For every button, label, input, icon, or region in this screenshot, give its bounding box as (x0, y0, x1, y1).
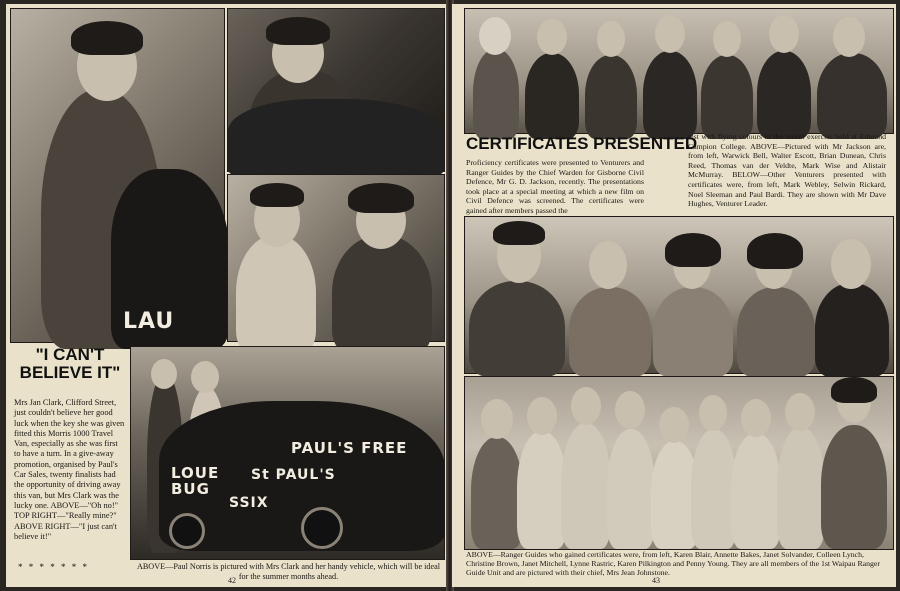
photo-really-mine (227, 174, 445, 342)
left-story-text: Mrs Jan Clark, Clifford Street, just couldn't believe her good luck when the key she was given fitted this Morris 1000 Travel Van, especially as she was first to have a turn. In a give-away promotion, organised by Paul's Car Sales, twenty finalists had the opportunity of driving away this van, but Mrs Clark was the lucky one. ABOVE—"Oh no!" TOP RIGHT—"Really mine?" ABOVE RIGHT—"I just can't believe it!" (14, 398, 125, 541)
right-page (452, 4, 896, 587)
page-number-left: 42 (228, 576, 236, 585)
left-page (6, 4, 447, 587)
left-bottom-caption: ABOVE—Paul Norris is pictured with Mrs Clark and her handy vehicle, which will be ideal for the summer months ahead. (136, 562, 441, 581)
photo-venturers-with-mr-jackson (464, 8, 894, 134)
car-slogan-ssix: SSIX (229, 495, 269, 511)
left-headline: "I CAN'T BELIEVE IT" (19, 345, 121, 382)
car-slogan-st-pauls: St PAUL'S (251, 467, 336, 483)
photo-ranger-guides (464, 376, 894, 550)
photo-woman-laughing (227, 8, 445, 172)
car-slogan-lau: LAU (123, 309, 175, 334)
decorative-stars: * * * * * * * (18, 562, 89, 572)
right-story-col2: test with flying colours in the recent exercise held at Edmund Campion College. ABOVE—Pictured with Mr Jackson are, from left, Warwick Bell, Walter Escott, Brian Dunean, Chris Reed, Thomas van der Veldte, Mark Wise and Alistair McMurray. BELOW—Other Venturers presented with certificates were, from left, Mark Webley, Selwin Rickard, Noel Sleeman and Paul Bardi. They are shown with Mr Dave Hughes, Venturer Leader. (688, 132, 886, 209)
car-slogan-paul-free: PAUL'S FREE (291, 439, 408, 457)
right-headline: CERTIFICATES PRESENTED (466, 134, 698, 153)
photo-venturers-with-mr-hughes (464, 216, 894, 374)
photo-woman-oh-no (10, 8, 225, 343)
right-story-col1: Proficiency certificates were presented to Venturers and Ranger Guides by the Chief Warden for Gisborne Civil Defence, Mr G. D. Jackson, recently. The presentations took place at a special meeting at which a new film on Civil Defence was screened. The certificates were gained after members passed the (466, 158, 644, 215)
photo-paul-norris-with-car (130, 346, 445, 560)
car-slogan-love-bug: LOUE BUG (171, 464, 220, 498)
right-bottom-caption: ABOVE—Ranger Guides who gained certificates were, from left, Karen Blair, Annette Bakes, Janet Solvander, Colleen Lynch, Christine Brown, Janet Mitchell, Lynne Rastric, Karen Pilkington and Penny Young. They are all members of the 1st Waipau Ranger Guide Unit and are pictured with their chief, Mrs Jean Johnstone. (466, 550, 880, 578)
page-number-right: 43 (652, 576, 660, 585)
